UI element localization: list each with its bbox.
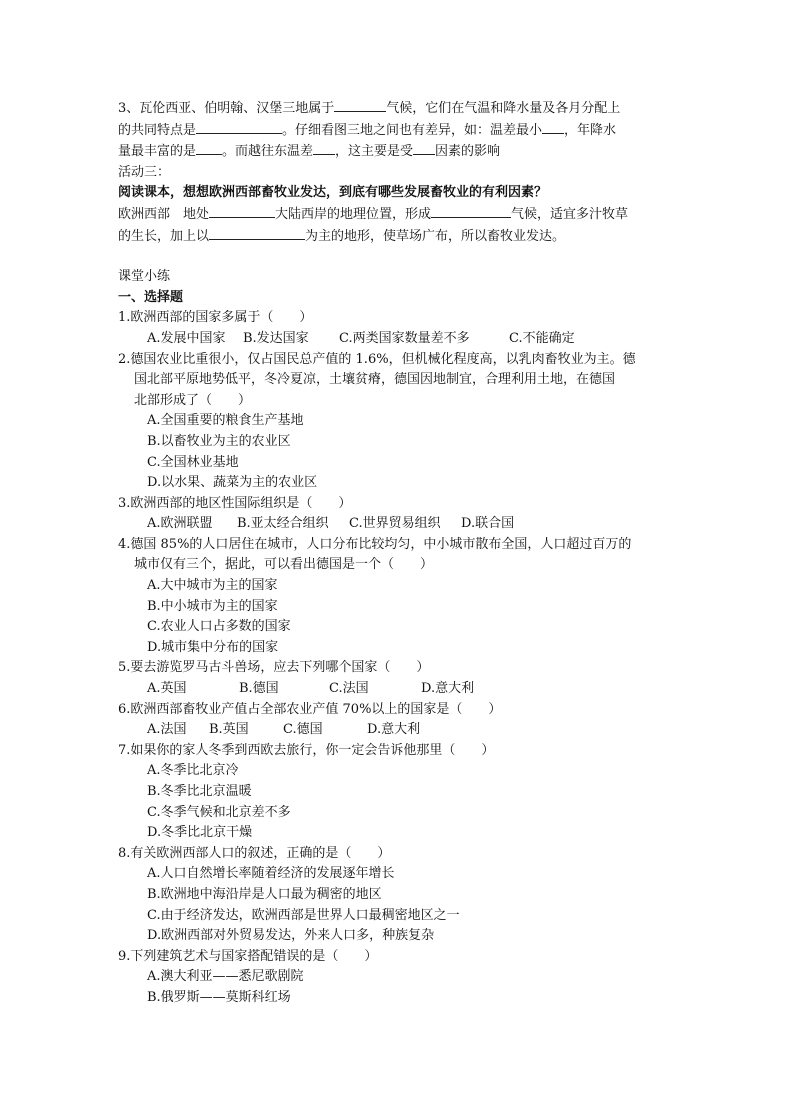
practice-title: 课堂小练 — [118, 269, 171, 285]
question-5-options — [118, 679, 678, 700]
question-2-option: C.全国林业基地 — [147, 454, 239, 470]
fill-blank — [209, 226, 305, 240]
option: C.两类国家数量差不多 — [339, 330, 470, 346]
question-4-stem: 4.德国 85%的人口居住在城市，人口分布比较均匀，中小城市散布全国，人口超过百万的 — [118, 536, 632, 552]
option: C.不能确定 — [509, 330, 575, 346]
option: B.亚太经合组织 — [237, 516, 329, 532]
question-4-option: A.大中城市为主的国家 — [147, 578, 278, 594]
fill-blank — [542, 120, 564, 134]
text: 气候，适宜多汁牧草 — [511, 206, 629, 222]
question-6-options — [118, 720, 678, 741]
question-8-option: B.欧洲地中海沿岸是人口最为稠密的地区 — [147, 886, 382, 902]
activity-3-line-2 — [118, 226, 678, 248]
paragraph-3-line-1 — [118, 98, 678, 120]
section-heading: 一、选择题 — [118, 289, 184, 305]
question-4-option: D.城市集中分布的国家 — [147, 639, 279, 655]
question-2-stem: 2.德国农业比重很小，仅占国民总产值的 1.6%，但机械化程度高，以乳肉畜牧业为主。德 — [118, 351, 636, 367]
activity-3-question: 阅读课本，想想欧洲西部畜牧业发达，到底有哪些发展畜牧业的有利因素？ — [118, 185, 548, 201]
text: 。而越往东温差 — [222, 144, 314, 160]
option: D.意大利 — [367, 722, 421, 738]
fill-blank — [431, 204, 511, 218]
question-8-stem: 8.有关欧洲西部人口的叙述，正确的是（ ） — [118, 845, 391, 861]
question-7-stem: 7.如果你的家人冬季到西欧去旅行，你一定会告诉他那里（ ） — [118, 742, 495, 758]
text: 欧洲西部 地处 — [118, 206, 210, 222]
option: D.联合国 — [461, 516, 515, 532]
text: 气候，它们在气温和降水量及各月分配上 — [386, 101, 621, 116]
question-8-option: C.由于经济发达，欧洲西部是世界人口最稠密地区之一 — [147, 907, 460, 923]
option: C.德国 — [283, 722, 323, 738]
question-2-option: B.以畜牧业为主的农业区 — [147, 433, 291, 449]
text: 。仔细看图三地之间也有差异，如：温差最小 — [282, 122, 543, 138]
fill-blank — [334, 98, 386, 112]
question-4-stem-cont: 城市仅有三个，据此，可以看出德国是一个（ ） — [134, 557, 434, 573]
question-9-option: A.澳大利亚——悉尼歌剧院 — [147, 969, 304, 985]
question-7-option: C.冬季气候和北京差不多 — [147, 804, 291, 820]
question-9-stem: 9.下列建筑艺术与国家搭配错误的是（ ） — [118, 948, 378, 964]
question-2-stem-cont: 北部形成了（ ） — [134, 392, 252, 408]
question-7-option: B.冬季比北京温暖 — [147, 784, 252, 799]
question-2-option: D.以水果、蔬菜为主的农业区 — [147, 475, 318, 491]
option: A.发展中国家 — [147, 330, 226, 346]
text: 为主的地形，使草场广布，所以畜牧业发达。 — [305, 228, 566, 244]
question-3-options — [118, 514, 678, 535]
activity-3-title: 活动三： — [118, 164, 171, 180]
option: A.法国 — [147, 722, 187, 738]
option: A.欧洲联盟 — [147, 516, 213, 532]
text: 大陆西岸的地理位置，形成 — [275, 206, 432, 222]
fill-blank — [313, 141, 335, 155]
text: ，这主要是受 — [335, 144, 414, 160]
activity-3-line-1 — [118, 204, 678, 226]
question-3-stem: 3.欧洲西部的地区性国际组织是（ ） — [118, 495, 352, 511]
text: 的共同特点是 — [118, 122, 197, 138]
question-1-options — [118, 329, 678, 350]
fill-blank — [196, 141, 222, 155]
fill-blank — [196, 120, 282, 134]
question-2-stem-cont: 国北部平原地势低平，冬冷夏凉，土壤贫瘠，德国因地制宜，合理利用土地，在德国 — [134, 372, 616, 388]
option: B.发达国家 — [243, 330, 309, 346]
document-page — [118, 98, 678, 1009]
question-7-option: D.冬季比北京干燥 — [147, 825, 253, 841]
paragraph-3-line-2 — [118, 120, 678, 142]
text: 3、瓦伦西亚、伯明翰、汉堡三地属于 — [118, 101, 335, 116]
text: 量最丰富的是 — [118, 144, 197, 160]
text: 的生长，加上以 — [118, 228, 210, 244]
question-8-option: D.欧洲西部对外贸易发达，外来人口多，种族复杂 — [147, 928, 435, 944]
question-8-option: A.人口自然增长率随着经济的发展逐年增长 — [147, 866, 395, 882]
question-4-option: C.农业人口占多数的国家 — [147, 619, 291, 635]
option: C.世界贸易组织 — [349, 516, 441, 532]
question-1-stem: 1.欧洲西部的国家多属于（ ） — [118, 310, 313, 326]
question-9-option: B.俄罗斯——莫斯科红场 — [147, 989, 291, 1005]
question-6-stem: 6.欧洲西部畜牧业产值占全部农业产值 70%以上的国家是（ ） — [118, 701, 502, 717]
text: ，年降水 — [564, 122, 617, 138]
paragraph-3-line-3 — [118, 141, 678, 163]
option: A.英国 — [147, 681, 187, 697]
option: B.德国 — [239, 681, 279, 697]
option: C.法国 — [329, 681, 369, 697]
fill-blank — [209, 204, 275, 218]
question-2-option: A.全国重要的粮食生产基地 — [147, 413, 304, 429]
question-7-option: A.冬季比北京冷 — [147, 763, 239, 779]
question-5-stem: 5.要去游览罗马古斗兽场，应去下列哪个国家（ ） — [118, 660, 430, 676]
option: D.意大利 — [421, 681, 475, 697]
option: B.英国 — [209, 722, 249, 738]
question-4-option: B.中小城市为主的国家 — [147, 598, 278, 614]
fill-blank — [413, 141, 435, 155]
text: 因素的影响 — [435, 144, 501, 160]
